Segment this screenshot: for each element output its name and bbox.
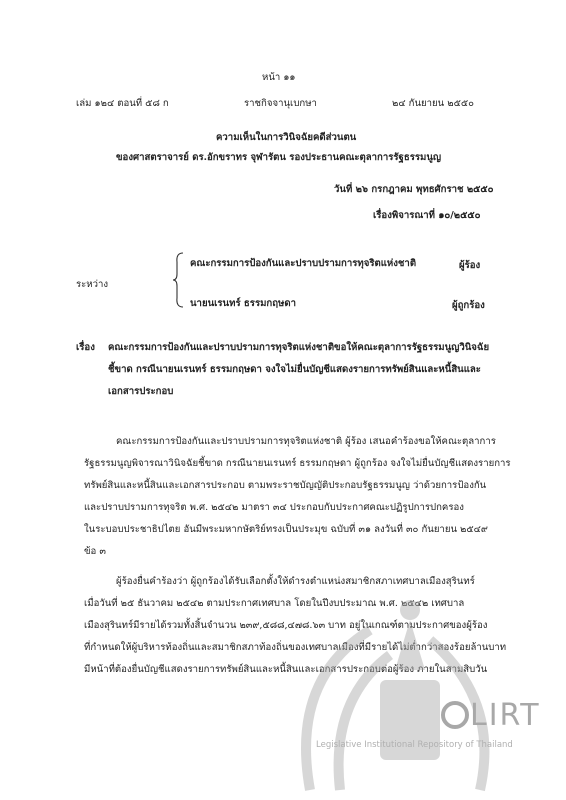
- body-line: ในระบอบประชาธิปไตย อันมีพระมหากษัตริย์ทรงเป็นประมุข ฉบับที่ ๓๑ ลงวันที่ ๓๐ กันยายน ๒๕๔๙: [84, 524, 488, 535]
- page-number: หน้า ๑๑: [262, 72, 296, 83]
- document-title: ความเห็นในการวินิจฉัยคดีส่วนตน: [216, 132, 357, 143]
- body-line: รัฐธรรมนูญพิจารณาวินิจฉัยชี้ขาด กรณีนายนเรนทร์ ธรรมกฤษดา ผู้ถูกร้อง จงใจไม่ยื่นบัญชีแสดงรายการ: [84, 458, 511, 469]
- document-subtitle: ของศาสตราจารย์ ดร.อักขราทร จุฬารัตน รองประธานคณะตุลาการรัฐธรรมนูญ: [116, 152, 442, 163]
- respondent-name: นายนเรนทร์ ธรรมกฤษดา: [190, 298, 296, 309]
- body-line: ผู้ร้องยื่นคำร้องว่า ผู้ถูกร้องได้รับเลือกตั้งให้ดำรงตำแหน่งสมาชิกสภาเทศบาลเมืองสุรินทร์: [116, 576, 475, 587]
- body-line: เมืองสุรินทร์มีรายได้รวมทั้งสิ้นจำนวน ๒๓๙,๕๘๘,๔๗๘.๖๓ บาท อยู่ในเกณฑ์ตามประกาศของผู้ร้อง: [84, 620, 488, 631]
- party-brace: [172, 252, 184, 308]
- case-number: เรื่องพิจารณาที่ ๑๐/๒๕๕๐: [373, 210, 481, 221]
- volume-info: เล่ม ๑๒๔ ตอนที่ ๕๘ ก: [76, 98, 169, 109]
- publication-date: ๒๔ กันยายน ๒๕๕๐: [392, 98, 474, 109]
- body-line: คณะกรรมการป้องกันและปราบปรามการทุจริตแห่งชาติ ผู้ร้อง เสนอคำร้องขอให้คณะตุลาการ: [116, 436, 496, 447]
- parliament-seal-icon: [250, 560, 550, 800]
- petitioner-role: ผู้ร้อง: [459, 260, 481, 271]
- body-line: เมื่อวันที่ ๒๕ ธันวาคม ๒๕๔๒ ตามประกาศเทศบาล โดยในปีงบประมาณ พ.ศ. ๒๕๔๒ เทศบาล: [84, 598, 465, 609]
- lirt-tagline: Legislative Institutional Repository of Thailand: [316, 740, 513, 750]
- respondent-role: ผู้ถูกร้อง: [452, 300, 485, 311]
- subject-label: เรื่อง: [76, 342, 95, 353]
- body-line: มีหน้าที่ต้องยื่นบัญชีแสดงรายการทรัพย์สินและหนี้สินและเอกสารประกอบต่อผู้ร้อง ภายในสามสิบวัน: [84, 664, 488, 675]
- gazette-name: ราชกิจจานุเบกษา: [244, 98, 317, 109]
- lirt-logo: [440, 700, 470, 734]
- subject-line: ชี้ขาด กรณีนายนเรนทร์ ธรรมกฤษดา จงใจไม่ยื่นบัญชีแสดงรายการทรัพย์สินและหนี้สินและ: [108, 364, 481, 375]
- between-label: ระหว่าง: [76, 279, 109, 290]
- lirt-brand: LIRT: [470, 698, 541, 733]
- lirt-circle-icon: [440, 700, 470, 730]
- decision-date: วันที่ ๒๖ กรกฎาคม พุทธศักราช ๒๕๕๐: [334, 184, 494, 195]
- petitioner-name: คณะกรรมการป้องกันและปราบปรามการทุจริตแห่งชาติ: [190, 258, 417, 269]
- body-line: และปราบปรามการทุจริต พ.ศ. ๒๕๔๒ มาตรา ๓๔ ประกอบกับประกาศคณะปฏิรูปการปกครอง: [84, 502, 464, 513]
- body-line: ข้อ ๓: [84, 546, 106, 557]
- subject-line: คณะกรรมการป้องกันและปราบปรามการทุจริตแห่งชาติขอให้คณะตุลาการรัฐธรรมนูญวินิจฉัย: [108, 342, 490, 353]
- body-line: ที่กำหนดให้ผู้บริหารท้องถิ่นและสมาชิกสภาท้องถิ่นของเทศบาลเมืองที่มีรายได้ไม่ต่ำกว่าสองร้อยล้านบาท: [84, 642, 507, 653]
- body-line: ทรัพย์สินและหนี้สินและเอกสารประกอบ ตามพระราชบัญญัติประกอบรัฐธรรมนูญ ว่าด้วยการป้องกัน: [84, 480, 487, 491]
- subject-line: เอกสารประกอบ: [108, 386, 174, 397]
